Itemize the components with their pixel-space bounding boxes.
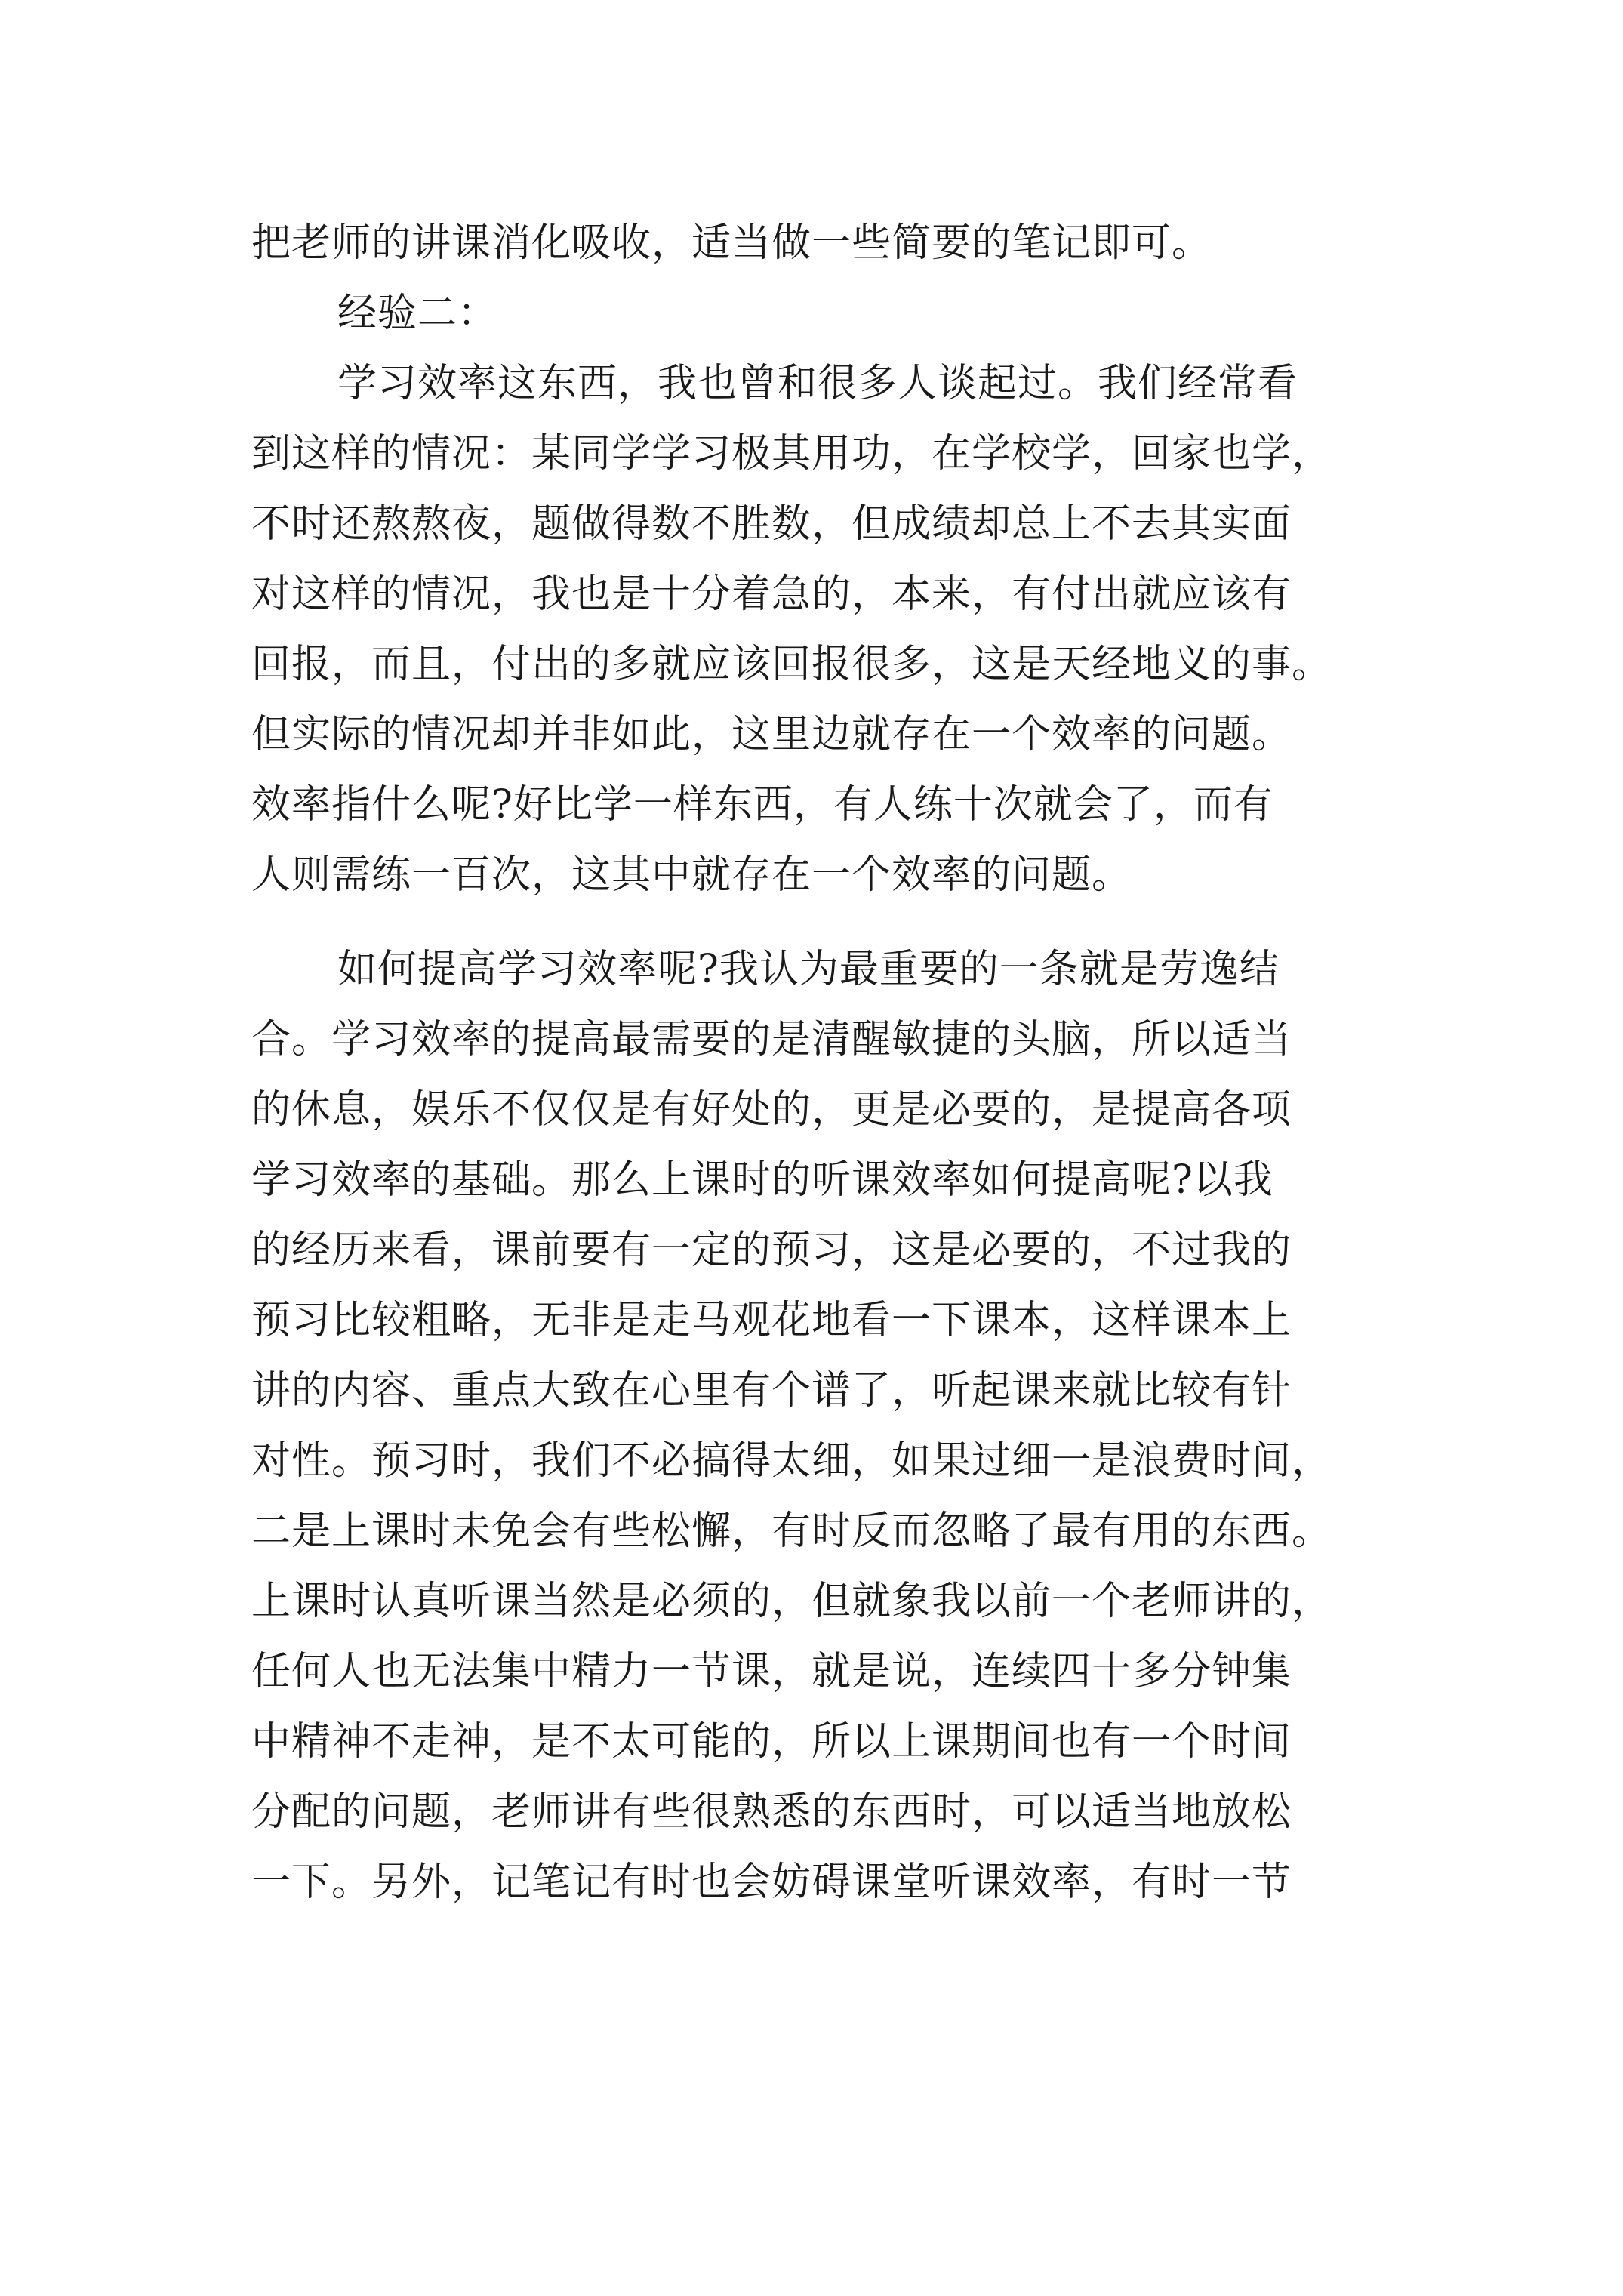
text-line: 上课时认真听课当然是必须的，但就象我以前一个老师讲的， [251, 1579, 1332, 1624]
text-line: 分配的问题，老师讲有些很熟悉的东西时，可以适当地放松 [251, 1789, 1292, 1835]
text-line: 讲的内容、重点大致在心里有个谱了，听起课来就比较有针 [251, 1368, 1292, 1413]
text-line: 不时还熬熬夜，题做得数不胜数，但成绩却总上不去其实面 [251, 501, 1292, 547]
text-line: 的休息，娱乐不仅仅是有好处的，更是必要的，是提高各项 [251, 1087, 1292, 1133]
text-line: 中精神不走神，是不太可能的，所以上课期间也有一个时间 [251, 1719, 1292, 1764]
text-line: 把老师的讲课消化吸收，适当做一些简要的笔记即可。 [251, 220, 1212, 266]
text-line: 如何提高学习效率呢?我认为最重要的一条就是劳逸结 [337, 947, 1280, 992]
text-line: 任何人也无法集中精力一节课，就是说，连续四十多分钟集 [251, 1649, 1292, 1694]
text-line: 学习效率这东西，我也曾和很多人谈起过。我们经常看 [337, 361, 1298, 406]
text-line: 对性。预习时，我们不必搞得太细，如果过细一是浪费时间， [251, 1438, 1332, 1484]
text-line: 到这样的情况：某同学学习极其用功，在学校学，回家也学， [251, 431, 1332, 476]
text-line: 人则需练一百次，这其中就存在一个效率的问题。 [251, 852, 1132, 898]
text-line: 预习比较粗略，无非是走马观花地看一下课本，这样课本上 [251, 1298, 1292, 1343]
text-line: 对这样的情况，我也是十分着急的，本来，有付出就应该有 [251, 572, 1292, 617]
text-line: 学习效率的基础。那么上课时的听课效率如何提高呢?以我 [251, 1157, 1273, 1203]
text-line: 效率指什么呢?好比学一样东西，有人练十次就会了，而有 [251, 782, 1273, 827]
text-line: 回报，而且，付出的多就应该回报很多，这是天经地义的事。 [251, 642, 1332, 687]
text-line: 二是上课时未免会有些松懈，有时反而忽略了最有用的东西。 [251, 1509, 1332, 1554]
text-line: 合。学习效率的提高最需要的是清醒敏捷的头脑，所以适当 [251, 1017, 1292, 1062]
text-line: 一下。另外，记笔记有时也会妨碍课堂听课效率，有时一节 [251, 1860, 1292, 1905]
text-line: 但实际的情况却并非如此，这里边就存在一个效率的问题。 [251, 712, 1292, 757]
text-line: 的经历来看，课前要有一定的预习，这是必要的，不过我的 [251, 1228, 1292, 1273]
section-heading: 经验二： [337, 291, 498, 336]
